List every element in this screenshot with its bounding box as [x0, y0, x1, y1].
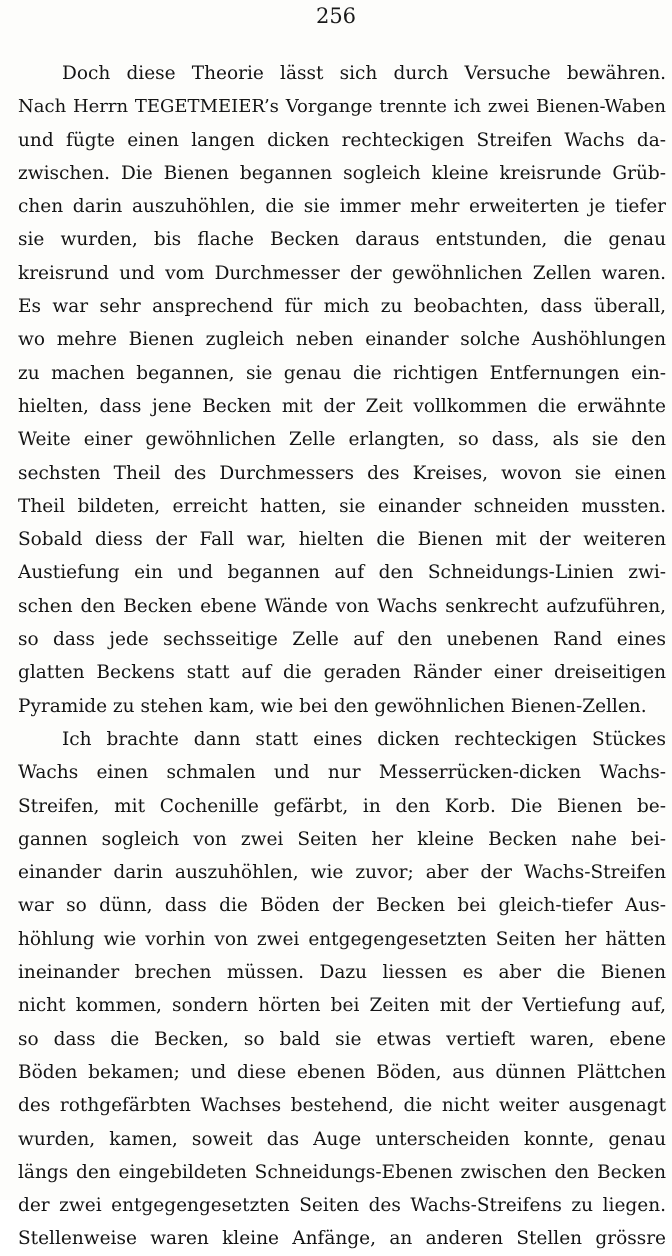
body-text [18, 57, 666, 1256]
text-line: war so dünn, dass die Böden der Becken bei gleich-tiefer Aus- [18, 895, 666, 917]
text-line: Wachs einen schmalen und nur Messerrücken-dicken Wachs- [18, 762, 666, 784]
text-line: so dass die Becken, so bald sie etwas vertieft waren, ebene [18, 1028, 666, 1050]
text-line: zu machen begannen, sie genau die richtigen Entfernungen ein- [18, 362, 666, 384]
text-line: gannen sogleich von zwei Seiten her kleine Becken nahe bei- [18, 828, 666, 850]
text-line: sie wurden, bis flache Becken daraus entstunden, die genau [18, 229, 666, 251]
text-line: höhlung wie vorhin von zwei entgegengesetzten Seiten her hätten [18, 928, 666, 950]
text-line: des rothgefärbten Wachses bestehend, die nicht weiter ausgenagt [18, 1095, 666, 1117]
text-line: schen den Becken ebene Wände von Wachs senkrecht aufzuführen, [18, 595, 666, 617]
text-line: so dass jede sechsseitige Zelle auf den unebenen Rand eines [18, 629, 666, 651]
text-line: glatten Beckens statt auf die geraden Ränder einer dreiseitigen [18, 662, 666, 684]
text-line: Austiefung ein und begannen auf den Schneidungs-Linien zwi- [18, 562, 666, 584]
text-line: Pyramide zu stehen kam, wie bei den gewöhnlichen Bienen-Zellen. [18, 695, 647, 717]
text-line: chen darin auszuhöhlen, die sie immer mehr erweiterten je tiefer [18, 196, 666, 218]
text-line: Ich brachte dann statt eines dicken rechteckigen Stückes [62, 728, 666, 750]
text-line: einander darin auszuhöhlen, wie zuvor; aber der Wachs-Streifen [18, 862, 666, 884]
text-line: Streifen, mit Cochenille gefärbt, in den Korb. Die Bienen be- [18, 795, 666, 817]
text-line: kreisrund und vom Durchmesser der gewöhnlichen Zellen waren. [18, 262, 666, 284]
page-number: 256 [315, 4, 357, 28]
text-line: Doch diese Theorie lässt sich durch Versuche bewähren. [62, 63, 666, 84]
text-line: Theil bildeten, erreicht hatten, sie einander schneiden mussten. [18, 495, 666, 517]
text-line: Stellenweise waren kleine Anfänge, an anderen Stellen grössre [18, 1228, 666, 1250]
text-line: Nach Herrn TEGETMEIER’s Vorgange trennte ich zwei Bienen-Waben [18, 96, 666, 118]
text-line: Weite einer gewöhnlichen Zelle erlangten, so dass, als sie den [18, 429, 666, 451]
text-line: Böden bekamen; und diese ebenen Böden, aus dünnen Plättchen [18, 1061, 666, 1083]
text-line: und fügte einen langen dicken rechteckigen Streifen Wachs da- [18, 129, 666, 151]
text-line: hielten, dass jene Becken mit der Zeit vollkommen die erwähnte [18, 395, 666, 417]
text-line: zwischen. Die Bienen begannen sogleich kleine kreisrunde Grüb- [18, 162, 666, 184]
text-line: sechsten Theil des Durchmessers des Kreises, wovon sie einen [18, 462, 666, 484]
text-line: der zwei entgegengesetzten Seiten des Wachs-Streifens zu liegen. [18, 1195, 666, 1217]
text-line: nicht kommen, sondern hörten bei Zeiten mit der Vertiefung auf, [18, 995, 666, 1017]
text-line: wurden, kamen, soweit das Auge unterscheiden konnte, genau [18, 1128, 666, 1150]
text-line: längs den eingebildeten Schneidungs-Ebenen zwischen den Becken [18, 1161, 666, 1183]
text-line: Es war sehr ansprechend für mich zu beobachten, dass überall, [18, 296, 666, 318]
text-line: ineinander brechen müssen. Dazu liessen es aber die Bienen [18, 962, 666, 984]
text-line: wo mehre Bienen zugleich neben einander solche Aushöhlungen [18, 329, 666, 351]
text-line: Sobald diess der Fall war, hielten die Bienen mit der weiteren [18, 529, 666, 551]
